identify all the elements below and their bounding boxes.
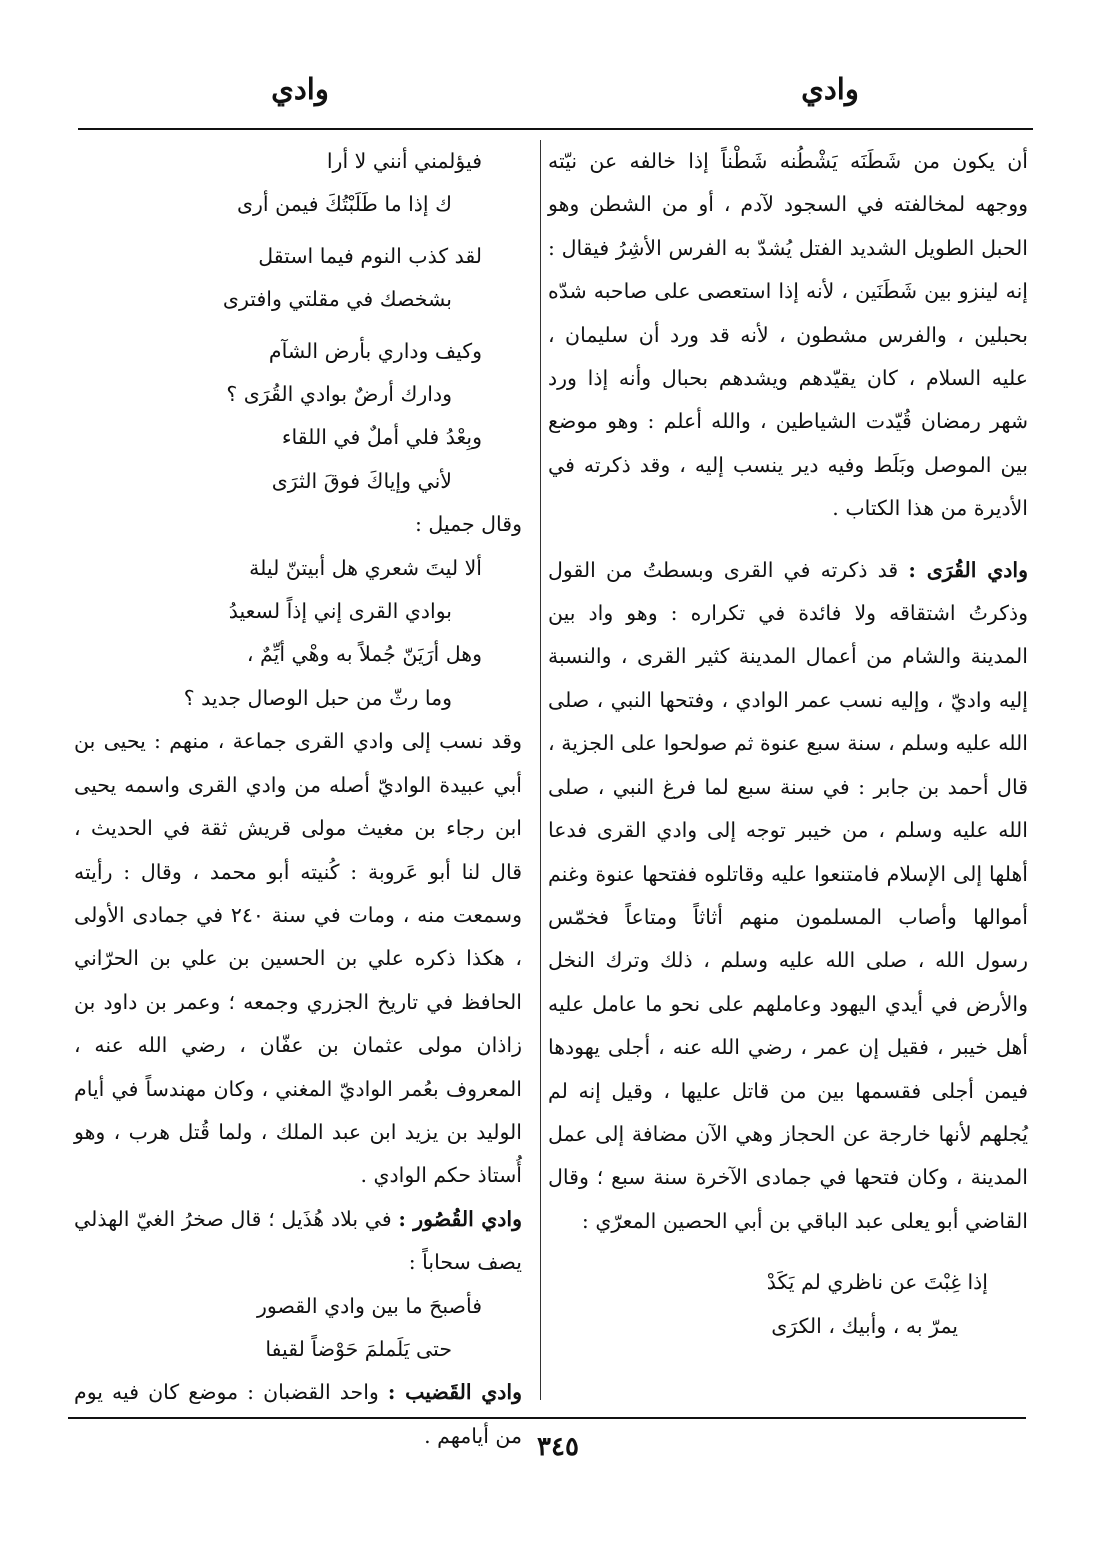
verse-couplet [74, 1285, 522, 1372]
page-number: ٣٤٥ [537, 1432, 579, 1462]
entry-wadi-al-qadib [74, 1371, 522, 1458]
verse-line: إذا غِبْتَ عن ناظري لم يَكَدْ [766, 1270, 988, 1295]
verse-line: فأصبحَ ما بين وادي القصور [256, 1293, 482, 1318]
verse-line: حتى يَلَملمَ حَوْضاً لقيفا [265, 1336, 452, 1361]
entry-wadi-al-qura [548, 549, 1028, 1244]
verse-line: يمرّ به ، وأبيك ، الكرَى [771, 1313, 958, 1338]
verse-line: وبِعْدُ فلي أملٌ في اللقاء [281, 425, 482, 450]
verse-couplet [74, 416, 522, 503]
paragraph-nisba: وقد نسب إلى وادي القرى جماعة ، منهم : يحيى بن أبي عبيدة الواديّ أصله من وادي القرى واسمه يحيى ابن رجاء بن مغيث مولى قريش ثقة في الحديث ، قال لنا أبو عَروبة : كُنيته أبو محمد ، وقال : رأيته وسمعت منه ، ومات في سنة ٢٤٠ في جمادى الأولى ، هكذا ذكره علي بن الحسين بن علي بن الحرّاني الحافظ في تاريخ الجزري وجمعه ؛ وعمر بن داود بن زاذان مولى عثمان بن عفّان ، رضي الله عنه ، المعروف بعُمر الواديّ المغني ، وكان مهندساً في أيام الوليد بن يزيد ابن عبد الملك ، ولما قُتل هرب ، وهو أُستاذ حكم الوادي . [74, 729, 523, 1188]
verse-couplet [74, 633, 522, 720]
footer-rule [68, 1417, 1026, 1419]
verse-line: ألا ليتَ شعري هل أبيتنّ ليلة [249, 555, 482, 580]
entry-heading: وادي القُصُور : [398, 1206, 522, 1231]
entry-wadi-al-qusur [74, 1198, 522, 1285]
verse-couplet [74, 330, 522, 417]
header-rule [78, 128, 1033, 130]
verse-line: فيؤلمني أنني لا أرا [326, 149, 482, 173]
left-column [74, 140, 522, 1458]
page-header-left: وادي [271, 72, 329, 106]
verse-line: وكيف وداري بأرض الشآم [268, 338, 482, 363]
verse-line: بوادي القرى إني إذاً لسعيدُ [228, 599, 452, 624]
entry-body: واحد القضبان : موضع كان فيه يوم من أيامهم . [74, 1380, 522, 1448]
verse-line: بشخصك في مقلتي وافترى [222, 287, 452, 312]
entry-heading: وادي القُرَى : [908, 557, 1028, 582]
verse-line: لقد كذب النوم فيما استقل [258, 243, 482, 268]
verse-couplet [74, 235, 522, 322]
right-column [548, 140, 1028, 1348]
column-divider [540, 140, 541, 1400]
paragraph-shaytan: أن يكون من شَطَنَه يَشْطُنه شَطْناً إذا خالفه عن نيّته ووجهه لمخالفته في السجود لآدم ، أو من الشطن وهو الحبل الطويل الشديد الفتل يُشدّ به الفرس الأشِرُ فيقال : إنه لينزو بين شَطَنَين ، لأنه إذا استعصى على صاحبه شدّه بحبلين ، والفرس مشطون ، لأنه قد ورد أن سليمان ، عليه السلام ، كان يقيّدهم ويشدهم بحبال وأنه إذا ورد شهر رمضان قُيّدت الشياطين ، والله أعلم : وهو موضع بين الموصل وبَلَط وفيه دير ينسب إليه ، وقد ذكرته في الأديرة من هذا الكتاب . [548, 149, 1028, 521]
verse-line: وهل أرَيَنّ جُملاً به وهْي أيِّمٌ ، [246, 642, 482, 667]
entry-heading: وادي القَضيب : [387, 1380, 522, 1405]
verse-line: ودارك أرضٌ بوادي القُرَى ؟ [226, 382, 452, 407]
verse-couplet [74, 140, 522, 227]
verse-line: ك إذا ما طَلَبْتُكَ فيمن أرى [236, 192, 452, 217]
verse-line: وما رثّ من حبل الوصال جديد ؟ [183, 685, 452, 710]
entry-body: في بلاد هُذَيل ؛ قال صخرُ الغيّ الهذلي يصف سحاباً : [74, 1206, 522, 1275]
poem-intro: وقال جميل : [414, 512, 522, 537]
page-header-right: وادي [801, 72, 859, 106]
verse-line: لأني وإياكَ فوقَ الثرَى [271, 468, 452, 493]
verse-couplet [74, 547, 522, 634]
entry-body: قد ذكرته في القرى وبسطتُ من القول وذكرتُ اشتقاقه ولا فائدة في تكراره : وهو واد بين المدينة والشام من أعمال المدينة كثير القرى ، والنسبة إليه واديّ ، وإليه نسب عمر الوادي ، وفتحها النبي ، صلى الله عليه وسلم ، سنة سبع عنوة ثم صولحوا على الجزية ، قال أحمد بن جابر : في سنة سبع لما فرغ النبي ، صلى الله عليه وسلم ، من خيبر توجه إلى وادي القرى فدعا أهلها إلى الإسلام فامتنعوا عليه وقاتلوه ففتحها عنوة وغنم أموالها وأصاب المسلمون منهم أثاثاً ومتاعاً فخمّس رسول الله ، صلى الله عليه وسلم ، ذلك وترك النخل والأرض في أيدي اليهود وعاملهم على نحو ما عامل عليه أهل خيبر ، فقيل إن عمر ، رضي الله عنه ، أجلى يهودها فيمن أجلى فقسمها بين من قاتل عليها ، وقيل إنه لم يُجلهم لأنها خارجة عن الحجاز وهي الآن مضافة إلى عمل المدينة ، وكان فتحها في جمادى الآخرة سنة سبع ؛ وقال القاضي أبو يعلى عبد الباقي بن أبي الحصين المعرّي : [548, 557, 1028, 1233]
verse-couplet [548, 1261, 1028, 1348]
